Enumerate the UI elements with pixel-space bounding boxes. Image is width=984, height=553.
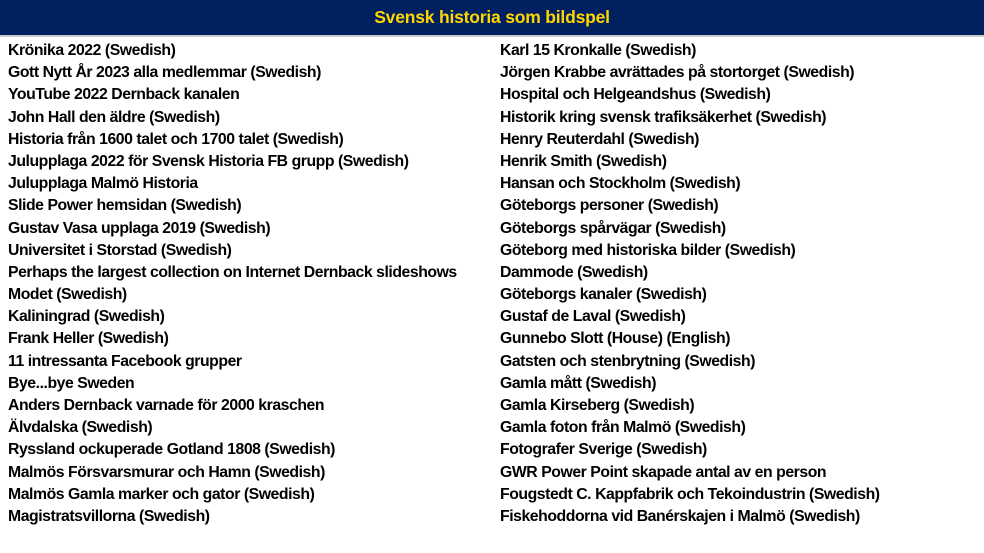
slideshow-link[interactable] [8,395,494,417]
slideshow-link[interactable] [8,62,494,84]
slideshow-link[interactable] [8,129,494,151]
slideshow-link[interactable] [500,218,980,240]
slideshow-link[interactable] [8,484,494,506]
slideshow-link[interactable] [500,328,980,350]
slideshow-link[interactable] [8,195,494,217]
slideshow-link[interactable] [500,107,980,129]
slideshow-link-label: Göteborg med historiska bilder (Swedish) [500,241,796,259]
slideshow-link-label: Gustav Vasa upplaga 2019 (Swedish) [8,219,271,237]
slideshow-link-label: Bye...bye Sweden [8,374,135,392]
slideshow-link[interactable] [500,240,980,262]
slideshow-link-label: Dammode (Swedish) [500,263,648,281]
slideshow-link-label: Henrik Smith (Swedish) [500,152,667,170]
slideshow-link-label: Hospital och Helgeandshus (Swedish) [500,86,771,104]
slideshow-link-label: Jörgen Krabbe avrättades på stortorget (Swedish) [500,64,855,82]
slideshow-link[interactable] [500,84,980,106]
slideshow-link-label: Slide Power hemsidan (Swedish) [8,197,242,215]
slideshow-link-label: GWR Power Point skapade antal av en person [500,463,827,481]
slideshow-link[interactable] [500,351,980,373]
right-link-list [500,40,980,528]
left-link-list [8,40,494,528]
slideshow-link-label: Göteborgs personer (Swedish) [500,197,719,215]
slideshow-link[interactable] [500,129,980,151]
slideshow-link-label: Henry Reuterdahl (Swedish) [500,130,699,148]
slideshow-link[interactable] [8,351,494,373]
slideshow-link-label: Perhaps the largest collection on Internet Dernback slideshows [8,263,457,281]
slideshow-link-label: Gott Nytt År 2023 alla medlemmar (Swedish) [8,64,321,82]
slideshow-link[interactable] [500,151,980,173]
slideshow-link[interactable] [500,40,980,62]
slideshow-link[interactable] [8,306,494,328]
slideshow-link[interactable] [8,506,494,528]
slideshow-link[interactable] [8,328,494,350]
slideshow-link[interactable] [500,462,980,484]
slideshow-link[interactable] [500,195,980,217]
slideshow-link-label: Kaliningrad (Swedish) [8,308,165,326]
slideshow-link[interactable] [500,439,980,461]
slideshow-link[interactable] [8,84,494,106]
page-title: Svensk historia som bildspel [374,6,610,27]
slideshow-link[interactable] [8,284,494,306]
slideshow-link[interactable] [500,284,980,306]
slideshow-link-label: Magistratsvillorna (Swedish) [8,507,210,525]
header-banner [0,0,984,37]
slideshow-link[interactable] [8,373,494,395]
slideshow-link-label: Fotografer Sverige (Swedish) [500,441,707,459]
slideshow-link-label: Hansan och Stockholm (Swedish) [500,175,741,193]
slideshow-link[interactable] [500,417,980,439]
slideshow-link[interactable] [500,395,980,417]
slideshow-link-label: Modet (Swedish) [8,286,127,304]
slideshow-link-label: Julupplaga Malmö Historia [8,175,198,193]
slideshow-link-label: Ryssland ockuperade Gotland 1808 (Swedish) [8,441,335,459]
slideshow-link-label: Julupplaga 2022 för Svensk Historia FB grupp (Swedish) [8,152,409,170]
slideshow-link-label: Älvdalska (Swedish) [8,419,153,437]
slideshow-link-label: Gustaf de Laval (Swedish) [500,308,686,326]
slideshow-link[interactable] [8,218,494,240]
slideshow-link[interactable] [500,506,980,528]
slideshow-link[interactable] [8,173,494,195]
slideshow-link[interactable] [500,62,980,84]
slideshow-link-label: Fougstedt C. Kappfabrik och Tekoindustrin (Swedish) [500,485,880,503]
slideshow-link[interactable] [500,262,980,284]
slideshow-link[interactable] [500,373,980,395]
slideshow-link[interactable] [8,417,494,439]
slideshow-link[interactable] [8,439,494,461]
slideshow-link-label: Fiskehoddorna vid Banérskajen i Malmö (Swedish) [500,507,860,525]
slideshow-link-label: Göteborgs spårvägar (Swedish) [500,219,726,237]
slideshow-link[interactable] [8,40,494,62]
slideshow-link-label: Krönika 2022 (Swedish) [8,42,176,59]
slideshow-link[interactable] [8,107,494,129]
slideshow-link-label: Universitet i Storstad (Swedish) [8,241,232,259]
slideshow-link-label: Göteborgs kanaler (Swedish) [500,286,707,304]
slideshow-link-label: YouTube 2022 Dernback kanalen [8,86,240,104]
slideshow-link[interactable] [8,462,494,484]
slideshow-link-label: Gamla Kirseberg (Swedish) [500,397,695,414]
slideshow-link-label: Frank Heller (Swedish) [8,330,169,348]
slideshow-link[interactable] [500,484,980,506]
slideshow-link-label: Gamla mått (Swedish) [500,374,657,392]
slideshow-link[interactable] [8,240,494,262]
slideshow-link-label: Historik kring svensk trafiksäkerhet (Swedish) [500,108,827,126]
slideshow-link-label: John Hall den äldre (Swedish) [8,108,220,126]
slideshow-link[interactable] [500,306,980,328]
slideshow-link-label: 11 intressanta Facebook grupper [8,352,242,370]
slideshow-link-label: Anders Dernback varnade för 2000 kraschen [8,397,325,414]
slideshow-link-label: Gamla foton från Malmö (Swedish) [500,419,746,437]
slideshow-link-label: Gatsten och stenbrytning (Swedish) [500,352,756,370]
slideshow-link-label: Karl 15 Kronkalle (Swedish) [500,42,696,59]
slideshow-link[interactable] [500,173,980,195]
slideshow-link[interactable] [8,262,494,284]
slideshow-link-label: Historia från 1600 talet och 1700 talet (Swedish) [8,130,344,148]
slideshow-link-label: Malmös Försvarsmurar och Hamn (Swedish) [8,463,325,481]
slideshow-link-label: Malmös Gamla marker och gator (Swedish) [8,485,315,503]
slideshow-link[interactable] [8,151,494,173]
slideshow-link-label: Gunnebo Slott (House) (English) [500,330,730,348]
